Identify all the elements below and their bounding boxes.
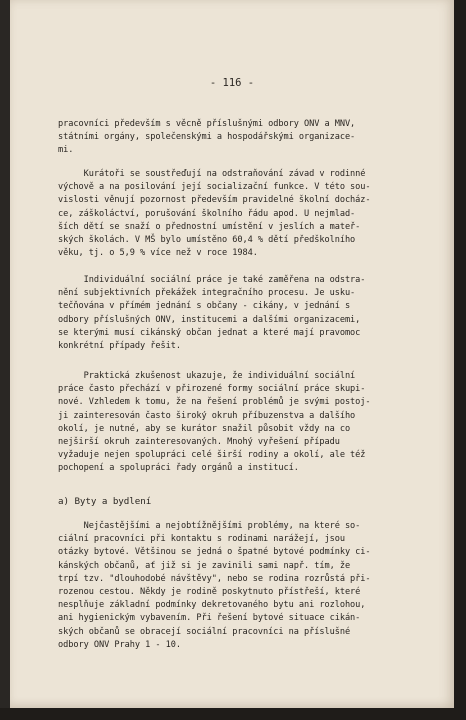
section-heading: a) Byty a bydlení xyxy=(58,496,152,507)
paragraph-4: Praktická zkušenost ukazuje, že individuální sociální práce často přechází v přirozené formy sociální práce skupi- nové. Vzhledem k tomu, že na řešení problémů je svými postoj- ji zainteresován často široký okruh příbuzenstva a dalšího okolí, je nutné, aby se kurátor snažil působit vždy na co nejširší okruh zainteresovaných. Mnohý vyřešení případu vyžaduje nejen spolupráci celé širší rodiny a okolí, ale též pochopení a spolupráci řady orgánů a institucí. xyxy=(58,371,371,474)
paragraph-3: Individuální sociální práce je také zaměřena na odstra- nění subjektivních překážek integračního procesu. Je usku- tečňována v přímém jednání s občany - cikány, v jednání s odbory příslušných ONV, institucemi a dalšími organizacemi, se kterými musí cikánský občan jednat a které mají pravomoc konkrétní případy řešit. xyxy=(58,275,366,352)
document-page xyxy=(10,0,454,708)
bottom-edge xyxy=(0,708,466,720)
paragraph-2: Kurátoři se soustřeďují na odstraňování závad v rodinné výchově a na posilování její socializační funkce. V této sou- vislosti věnují pozornost především pravidelné školní docház- ce, záškoláctví, porušování školního řádu apod. U nejmlad- ších dětí se snaží o přednostní umístění v jeslích a mateř- ských školách. V MŠ bylo umístěno 60,4 % dětí předškolního věku, tj. o 5,9 % více než v roce 1984. xyxy=(58,169,371,259)
section-paragraph: Nejčastějšími a nejobtížnějšími problémy, na které so- ciální pracovníci při kontaktu s rodinami narážejí, jsou otázky bytové. Většinou se jedná o špatné bytové podmínky ci- kánských občanů, ať již si je zavinili sami např. tím, že trpí tzv. "dlouhodobé návštěvy", nebo se rodina rozrůstá při- rozenou cestou. Někdy je rodině poskytnuto přístřeší, které nesplňuje základní podmínky dekretovaného bytu ani rozlohou, ani hygienickým vybavením. Při řešení bytové situace cikán- ských občanů se obracejí sociální pracovníci na příslušné odbory ONV Prahy 1 - 10. xyxy=(58,521,371,650)
binding-edge xyxy=(454,0,466,720)
paragraph-1: pracovníci především s věcně příslušnými odbory ONV a MNV, státními orgány, společenskými a hospodářskými organizace- mi. xyxy=(58,119,356,156)
page-number: - 116 - xyxy=(209,77,255,89)
